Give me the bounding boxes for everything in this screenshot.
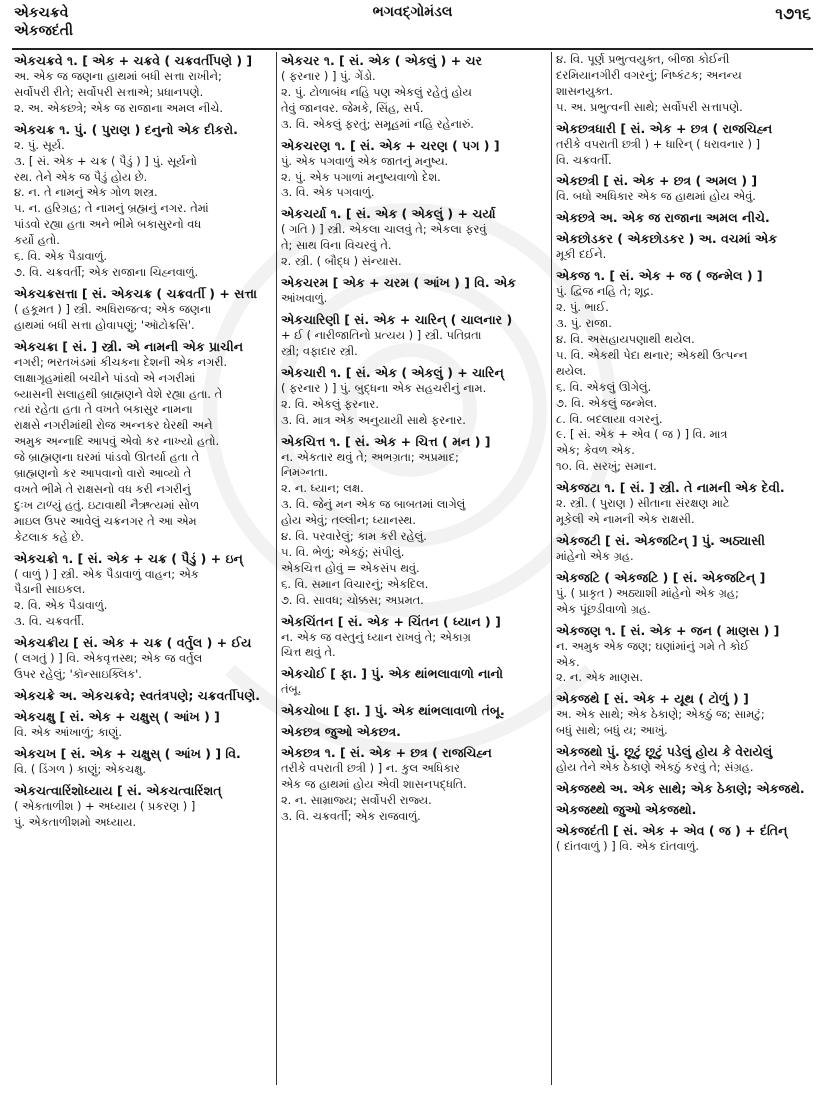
entry-definition-line: તંબૂ. — [281, 682, 302, 697]
entry-definition-line: પું. દ્વિજ નહિ તે; શૂદ્ર. — [556, 284, 654, 299]
entry-headword-line: એકચારિણી [ સં. એક + ચારિન્ ( ચાલનાર ) — [281, 311, 513, 327]
entry-definition-line: થયેલ. — [556, 363, 587, 378]
entry-definition-line: ( ફરનાર ) ] પું. ગેંડો. — [281, 69, 376, 83]
dictionary-entry — [281, 274, 547, 307]
entry-definition-line: ૭. વિ. એકલું જન્મેલ. — [556, 395, 658, 410]
dictionary-entry — [14, 708, 270, 741]
entry-definition-line: ૨. પું. સૂર્ય. — [14, 137, 65, 152]
dictionary-entry — [281, 702, 547, 719]
entry-headword-line: એકછત્રે અ. એક જ રાજાના અમલ નીચે. — [556, 210, 770, 226]
entry-headword-line: એકચરમ [ એક + ચરમ ( આંખ ) ] વિ. એક — [281, 275, 516, 291]
entry-definition-line: કર્યો હતો. — [14, 233, 60, 248]
dictionary-entry — [556, 172, 814, 205]
entry-headword-line: એકચક્રે અ. એકચક્રવે; સ્વતંત્રપણે; ચક્રવર્તીપણે. — [14, 688, 261, 703]
entry-headword-line: એકચક્રીય [ સં. એક + ચક્ર ( વર્તુલ ) + ઈય — [14, 635, 252, 651]
entry-headword-line: એકજથે [ સં. એક + યૂથ ( ટોળું ) ] — [556, 691, 749, 707]
entry-headword-line: એકચિત્ત ૧. [ સં. એક + ચિત્ત ( મન ) ] — [281, 433, 491, 449]
entry-definition-line: તેવું જાનવર. જેમકે, સિંહ, સર્પ. — [281, 100, 424, 115]
entry-definition-line: ૯. [ સં. એક + એવ ( જ ) ] વિ. માત્ર — [556, 427, 728, 442]
entry-definition-line: ( હકૂમત ) ] સ્ત્રી. અધિરાજત્વ; એક જણના — [14, 301, 212, 316]
running-title: ભગવદ્ગોમંડલ — [372, 4, 453, 20]
page-number: ૧૭૧૬ — [775, 4, 811, 23]
entry-headword-line: એકછોડકર ( એકછોડકર ) અ. વચમાં એક — [556, 231, 778, 247]
column-divider — [551, 52, 552, 1085]
entry-definition-line: ત્યાં રહેતા હતા તે વખતે બકાસુર નામના — [14, 402, 193, 417]
dictionary-entry — [14, 687, 270, 704]
dictionary-entry — [14, 121, 270, 281]
dictionary-entry — [281, 364, 547, 429]
dictionary-entry — [556, 690, 814, 739]
entry-definition-line: પું. એક પગવાળું એક જાતનું મનુષ્ય. — [281, 153, 449, 168]
entry-headword-line: એકચોઈ [ ફા. ] પું. એક થાંભલાવાળો નાનો — [281, 666, 503, 682]
entry-definition-line: ૪. વિ. અસહાયપણાથી થયેલ. — [556, 331, 695, 346]
dictionary-entry — [556, 801, 814, 818]
entry-headword-line: એકજથ્થે અ. એક સાથે; એક ઠેકાણે; એકજથે. — [556, 781, 805, 797]
column-2 — [281, 52, 547, 1087]
entry-definition-line: ૫. વિ. એકથી પેદા થનાર; એકથી ઉત્પન્ન — [556, 347, 748, 362]
entry-definition-line: વિ. ચક્રવર્તી. — [556, 152, 612, 167]
entry-definition-line: દરમિયાનગીરી વગરનું; નિષ્કંટક; અનન્ય — [556, 67, 742, 82]
dictionary-entry — [281, 205, 547, 270]
entry-definition-line: રાક્ષસે નગરીમાંથી રોજ અન્નકર ઘેરથી અને — [14, 418, 213, 433]
dictionary-entry — [281, 433, 547, 609]
dictionary-entry — [281, 723, 547, 740]
entry-definition-line: ૩. વિ. જેનું મન એક જ બાબતમાં લાગેલું — [281, 497, 466, 512]
entry-headword-line: એકછત્ર જુઓ એકછત્ર. — [281, 724, 401, 740]
dictionary-entry — [556, 479, 814, 528]
entry-definition-line: ૨. પું. એક પગાળાં મનુષ્યવાળો દેશ. — [281, 169, 441, 184]
entry-headword-line: એકચરણ ૧. [ સં. એક + ચરણ ( પગ ) ] — [281, 137, 500, 153]
entry-headword-line: એકજદંતી [ સં. એક + એવ ( જ ) + દંતિન્ — [556, 823, 788, 839]
dictionary-entry — [556, 743, 814, 776]
entry-headword-line: એકછત્રધારી [ સં. એક + છત્ર ( રાજચિહ્ન — [556, 120, 773, 136]
entry-definition-line: હોય એવું; તલ્લીન; ધ્યાનસ્થ. — [281, 513, 416, 528]
entry-definition-line: હોય તેને એક ઠેકાણે એકઠું કરવું તે; સંગ્રહ. — [556, 760, 754, 775]
entry-definition-line: સર્વોપરી રીતે; સર્વોપરી સત્તાએ; પ્રધાનપણે. — [14, 84, 204, 99]
column-divider — [276, 52, 277, 1085]
page-header — [14, 4, 811, 50]
header-rule — [12, 48, 813, 50]
dictionary-entry — [556, 822, 814, 855]
entry-definition-line: ૨. સ્ત્રી. ( પુરાણ ) સીતાના સંરક્ષણ માટે — [556, 496, 730, 511]
entry-definition-line: નગરી; ભરતખંડમાં કીચકના દેશની એક નગરી. — [14, 354, 228, 369]
entry-definition-line: ૩. વિ. એક પગવાળું. — [281, 185, 375, 200]
dictionary-entry — [281, 311, 547, 360]
entry-definition-line: ૩. વિ. એકલું ફરતું; સમૂહમાં નહિ રહેનારું. — [281, 116, 474, 131]
entry-headword-line: એકજટા ૧. [ સં. ] સ્ત્રી. તે નામની એક દેવી. — [556, 480, 785, 496]
entry-definition-line: દુઃખ ટાળ્યું હતું. ઇટાવાથી નૈઋત્યમાં સોળ — [14, 497, 200, 512]
entry-definition-line: તરીકે વપરાતી છત્રી ) + ધારિન્ ( ધરાવનાર ) ] — [556, 136, 761, 151]
column-3 — [556, 52, 814, 1087]
dictionary-entry — [14, 52, 270, 117]
entry-definition-line: ૫. વિ. ભેળું; એકઠું; સંપીલું. — [281, 544, 405, 559]
entry-headword-line: એકચખ [ સં. એક + ચક્ષુસ્ ( આંખ ) ] વિ. — [14, 745, 241, 761]
dictionary-entry — [14, 782, 270, 831]
entry-definition-line: ન. એકતાર થવું તે; અભગ્રતા; અપ્રમાદ; — [281, 449, 459, 464]
entry-definition-line: ૨. સ્ત્રી. ( બૌદ્ધ ) સંન્યાસ. — [281, 254, 402, 269]
entry-definition-line: ન. એક જ વસ્તુનું ધ્યાન રાખવું તે; એકાગ્ર — [281, 629, 471, 644]
entry-definition-line: ૪. વિ. પરવારેલું; કામ કરી રહેલું. — [281, 529, 427, 544]
entry-definition-line: શાસનયુક્ત. — [556, 83, 613, 98]
entry-definition-line: ૨. ન. ધ્યાન; લક્ષ. — [281, 481, 364, 496]
entry-headword-line: એકચર ૧. [ સં. એક ( એકલું ) + ચર — [281, 53, 482, 68]
dictionary-entry — [14, 338, 270, 546]
entry-definition-line: ૩. [ સં. એક + ચક્ર ( પૈડું ) ] પું. સૂર્યનો — [14, 153, 197, 168]
dictionary-entry — [556, 780, 814, 797]
dictionary-entry — [281, 613, 547, 662]
entry-definition-line: પું. એકતાળીશમો અધ્યાય. — [14, 814, 137, 829]
entry-headword-line: એકચર્યા ૧. [ સં. એક ( એકલું ) + ચર્યા — [281, 206, 496, 222]
entry-headword-line: એકછત્ર ૧. [ સં. એક + છત્ર ( રાજચિહ્ન — [281, 745, 492, 761]
dictionary-entry — [281, 52, 547, 133]
entry-definition-line: ૭. વિ. સાવધ; ચોક્કસ; અપ્રમત. — [281, 592, 424, 607]
column-1 — [14, 52, 270, 1087]
entry-definition-line: ૨. વિ. એક પૈડાવાળું. — [14, 598, 108, 613]
entry-headword-line: એકચક્રો ૧. [ સં. એક + ચક્ર ( પૈડું ) + ઇન્ — [14, 550, 243, 566]
entry-definition-line: ચિત્ત થવું તે. — [281, 645, 336, 660]
entry-definition-line: પું. ( પ્રાકૃત ) અઠ્યાશી માંહેનો એક ગ્રહ; — [556, 585, 739, 600]
entry-definition-line: બધું સાથે; બધું ય; આખું. — [556, 723, 668, 738]
entry-definition-line: ૩. વિ. ચક્રવર્તી. — [14, 614, 85, 629]
dictionary-entry — [556, 569, 814, 618]
entry-headword-line: એકચક્ર ૧. પું. ( પુરાણ ) દનુનો એક દીકરો. — [14, 121, 238, 137]
dictionary-entry — [14, 550, 270, 631]
entry-definition-line: ૩. વિ. માત્ર એક અનુયાયી સાથે ફરનાર. — [281, 412, 466, 427]
entry-headword-line: એકચારી ૧. [ સં. એક ( એકલું ) + ચારિન્ — [281, 364, 504, 380]
entry-definition-line: લાક્ષાગૃહમાંથી બચીને પાંડવો એ નગરીમાં — [14, 370, 196, 385]
dictionary-entry — [556, 532, 814, 565]
entry-headword-line: એકચક્રા [ સં. ] સ્ત્રી. એ નામની એક પ્રાચીન — [14, 338, 244, 354]
entry-headword-line: એકજણ ૧. [ સં. એક + જન ( માણસ ) ] — [556, 622, 780, 638]
entry-headword-line: એકજટિ ( એકજટિ ) [ સં. એકજટિન્ ] — [556, 569, 766, 585]
dictionary-entry — [556, 267, 814, 475]
entry-definition-line: અ. એક જ જણના હાથમાં બધી સત્તા રાખીને; — [14, 69, 222, 83]
entry-headword-line: એકછત્રી [ સં. એક + છત્ર ( અમલ ) ] — [556, 173, 758, 189]
dictionary-entry — [556, 622, 814, 687]
entry-definition-line: ( દાંતવાળું ) ] વિ. એક દાંતવાળું. — [556, 839, 699, 854]
entry-definition-line: માંહેનો એક ગ્રહ. — [556, 548, 634, 563]
entry-definition-line: ૮. વિ. બદલાયા વગરનું. — [556, 411, 663, 426]
entry-definition-line: ૪. ન. તે નામનું એક ગોળ શસ્ત્ર. — [14, 185, 158, 200]
entry-definition-line: ૬. વિ. સમાન વિચારનું; એકદિલ. — [281, 576, 429, 591]
entry-definition-line: ૨. ન. એક માણસ. — [556, 670, 643, 685]
entry-headword-line: એકજથો પું. છૂટું છૂટું પડેલું હોય કે વેરાયેલું — [556, 744, 773, 760]
entry-headword-line: એકજ ૧. [ સં. એક + જ ( જન્મેલ ) ] — [556, 268, 763, 284]
entry-definition-line: ૨. ન. સામ્રાજ્ય; સર્વોપરી રાજ્ય. — [281, 793, 432, 808]
entry-definition-line: પાંડવો રહ્યા હતા અને ભીમે બકાસુરનો વધ — [14, 217, 202, 232]
entry-definition-line: એક. — [556, 654, 580, 669]
entry-headword-line: એકચક્રવે ૧. [ એક + ચક્રવે ( ચક્રવર્તીપણે ) ] — [14, 53, 253, 68]
entry-definition-line: ૪. વિ. પૂર્ણ પ્રભુત્વયુક્ત, બીજા કોઈની — [556, 52, 730, 66]
dictionary-entry — [14, 745, 270, 778]
entry-definition-line: સ્ત્રી; વફાદાર સ્ત્રી. — [281, 343, 358, 358]
entry-definition-line: ન. અમુક એક જણ; ઘણાંમાંનું ગમે તે કોઈ — [556, 638, 750, 653]
entry-definition-line: ૨. પું. ભાઈ. — [556, 300, 609, 315]
entry-definition-line: હાથમાં બધી સત્તા હોવાપણું; 'ઑટોક્રસિ'. — [14, 317, 195, 332]
entry-definition-line: ૨. પું. ટોળાબંધ નહિ પણ એકલું રહેતું હોય — [281, 84, 472, 99]
entry-definition-line: કેટલાક કહે છે. — [14, 529, 84, 544]
entry-definition-line: ૬. વિ. એક પૈડાવાળું. — [14, 249, 108, 264]
entry-headword-line: એકજથ્થો જુઓ એકજથો. — [556, 802, 697, 818]
entry-definition-line: ૧૦. વિ. સરખું; સમાન. — [556, 459, 657, 474]
entry-definition-line: બ્રાહ્મણનો કર આપવાનો વારો આવ્યો તે — [14, 466, 192, 481]
entry-definition-line: વખતે ભીમે તે રાક્ષસનો વધ કરી નગરીનું — [14, 481, 191, 496]
entry-definition-line: એક પૂંછડીવાળો ગ્રહ. — [556, 601, 651, 616]
entry-definition-line: આંખવાળું. — [281, 291, 328, 306]
entry-definition-line: ૨. વિ. એકલું ફરનાર. — [281, 396, 379, 411]
dictionary-entry — [556, 209, 814, 226]
entry-definition-line: ઉપર રહેલું; 'કૉન્સાઇક્લિક'. — [14, 667, 142, 682]
guideword-last: એકજદંતી — [14, 23, 74, 39]
entry-definition-line: ( વાળું ) ] સ્ત્રી. એક પૈડાવાળું વાહન; એક — [14, 566, 199, 581]
entry-definition-line: માઇલ ઉપર આવેલું ચક્રનગર તે આ એમ — [14, 513, 197, 528]
entry-definition-line: મૂકેલી એ નામની એક રાક્ષસી. — [556, 512, 695, 527]
entry-definition-line: ૨. અ. એકછત્રે; એક જ રાજાના અમલ નીચે. — [14, 100, 224, 115]
entry-headword-line: એકચત્વારિંશોધ્યાય [ સં. એકચત્વારિંશત્ — [14, 782, 222, 798]
entry-definition-line: ૫. ન. હરિગ્રહ; તે નામનું બ્રહ્મનું નગર. તેમાં — [14, 201, 209, 216]
entry-definition-line: એક જ હાથમાં હોય એવી શાસનપદ્ધતિ. — [281, 777, 467, 792]
dictionary-entry — [556, 52, 814, 116]
entry-definition-line: ( એકતાળીશ ) + અધ્યાય ( પ્રકરણ ) ] — [14, 798, 196, 813]
entry-definition-line: અમુક અન્નાદિ આપવું એવો કર નાખ્યો હતો. — [14, 434, 220, 449]
entry-definition-line: વિ. બધો અધિકાર એક જ હાથમાં હોય એવું. — [556, 189, 756, 204]
dictionary-entry — [14, 634, 270, 683]
entry-definition-line: રથ. તેને એક જ પૈડું હોય છે. — [14, 169, 148, 184]
entry-definition-line: વિ. ( ડિંગળ ) કાણું; એકચક્ષુ. — [14, 761, 146, 776]
entry-definition-line: ( ગતિ ) ] સ્ત્રી. એકલા ચાલવું તે; એકલા ફરવું — [281, 222, 487, 237]
entry-headword-line: એકચક્રસત્તા [ સં. એકચક્ર ( ચક્રવર્તી ) + સત્તા — [14, 285, 257, 301]
entry-definition-line: તરીકે વપરાતી છત્રી ) ] ન. કુલ અધિકાર — [281, 761, 460, 776]
entry-definition-line: પૈડાની સાઇકલ. — [14, 582, 86, 597]
entry-definition-line: બ્યાસની સલાહથી બ્રાહ્મણને વેશે રહ્યા હતા. તે — [14, 386, 223, 401]
entry-definition-line: મૂકી દઈને. — [556, 247, 607, 262]
entry-definition-line: + ઈ ( નારીજાતિનો પ્રત્યય ) ] સ્ત્રી. પતિવ્રતા — [281, 327, 482, 342]
dictionary-entry — [281, 744, 547, 825]
entry-definition-line: વિ. એક આંખાળું; કાણું. — [14, 725, 122, 739]
dictionary-entry — [556, 230, 814, 263]
entry-headword-line: એકજટી [ સં. એકજટિન્ ] પું. અઠ્યાસી — [556, 532, 765, 548]
entry-definition-line: ૩. પું. રાજા. — [556, 316, 612, 331]
entry-definition-line: નિમગ્નતા. — [281, 465, 329, 480]
entry-definition-line: તે; સાથ વિના વિચરવું તે. — [281, 238, 392, 253]
dictionary-entry — [556, 120, 814, 169]
entry-headword-line: એકચક્ષુ [ સં. એક + ચક્ષુસ્ ( આંખ ) ] — [14, 709, 220, 724]
entry-definition-line: ૩. વિ. ચક્રવર્તી; એક રાજવાળું. — [281, 809, 421, 823]
entry-definition-line: ૫. અ. પ્રભુત્વની સાથે; સર્વોપરી સત્તાપણે. — [556, 99, 743, 114]
dictionary-entry — [14, 285, 270, 334]
entry-definition-line: ( ફરનાર ) ] પું. બુદ્ધના એક સહચરીનું નામ. — [281, 380, 487, 395]
dictionary-entry — [281, 137, 547, 202]
entry-definition-line: અ. એક સાથે; એક ઠેકાણે; એકઠું જ; સામટું; — [556, 707, 765, 722]
dictionary-entry — [281, 665, 547, 698]
guideword-first: એકચક્રવે — [14, 5, 69, 21]
entry-headword-line: એકચોબા [ ફા. ] પું. એક થાંભલાવાળો તંબૂ. — [281, 703, 505, 719]
entry-definition-line: જે બ્રાહ્મણના ઘરમાં પાંડવો ઊતર્યા હતા તે — [14, 450, 200, 465]
entry-definition-line: ( લગતું ) ] વિ. એકવૃત્તસ્થ; એક જ વર્તુલ — [14, 651, 203, 666]
entry-definition-line: ૬. વિ. એકલું ઊગેલું. — [556, 379, 652, 394]
entry-definition-line: ૭. વિ. ચક્રવર્તી; એક રાજાના ચિહ્નવાળું. — [14, 264, 199, 279]
entry-definition-line: એક; કેવળ એક. — [556, 443, 635, 458]
entry-headword-line: એકચિંતન [ સં. એક + ચિંતન ( ધ્યાન ) ] — [281, 613, 501, 629]
entry-definition-line: એકચિત્ત હોવું = એકસંપ થવું. — [281, 560, 420, 575]
